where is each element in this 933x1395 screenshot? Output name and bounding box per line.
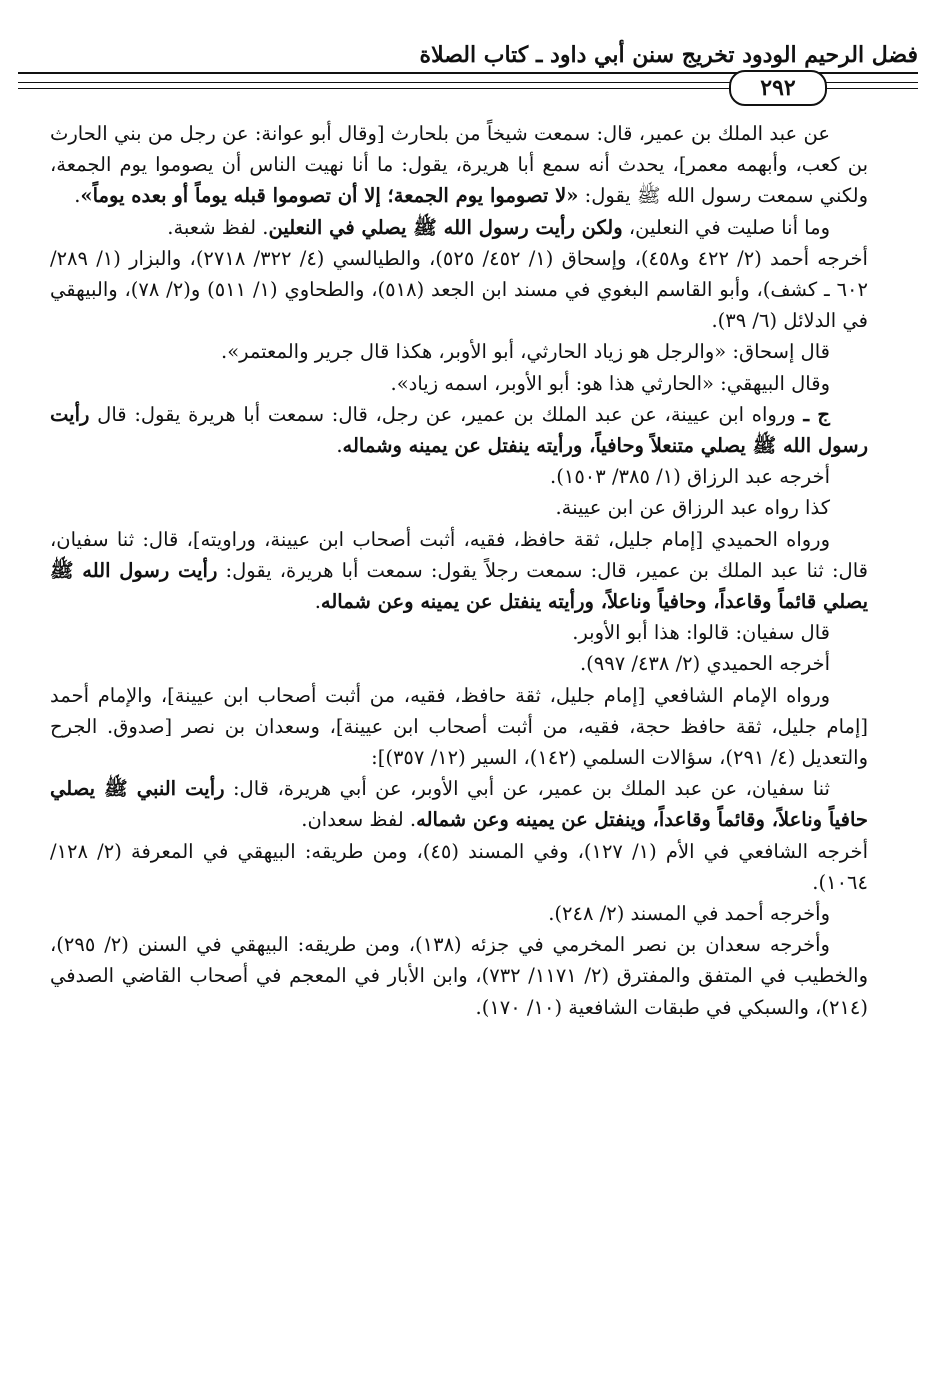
paragraph (50, 773, 868, 835)
page-number-rule-right (822, 82, 918, 83)
page-body (50, 118, 868, 1023)
paragraph (50, 836, 868, 898)
page-number: ٢٩٢ (729, 70, 827, 106)
text-run: وقال البيهقي: «الحارثي هذا هو: أبو الأوبر، اسمه زياد». (390, 371, 830, 395)
page-number-rule-right-2 (822, 88, 918, 89)
text-run: أخرجه الشافعي في الأم (١/ ١٢٧)، وفي المسند (٤٥)، ومن طريقه: البيهقي في المعرفة (٢/ ١٢٨/ ١٠٦٤). (50, 839, 868, 894)
text-run: قال سفيان: قالوا: هذا أبو الأوبر. (572, 621, 830, 645)
text-run: ورواه ابن عيينة، عن عبد الملك بن عمير، عن رجل، قال: سمعت أبا هريرة يقول: قال (89, 402, 804, 426)
bold-hadith-text: رأيت رسول الله ﷺ يصلي قائماً وقاعداً، وحافياً وناعلاً، ورأيته ينفتل عن يمينه وعن شماله (50, 558, 868, 614)
paragraph (50, 524, 868, 618)
paragraph (50, 399, 868, 461)
text-run: أخرجه أحمد (٢/ ٤٢٢ و٤٥٨)، وإسحاق (١/ ٤٥٢/ ٥٢٥)، والطيالسي (٤/ ٣٢٢/ ٢٧١٨)، والبزار (١/ ٢٨٩/ ٦٠٢ ـ كشف)، وأبو القاسم البغوي في مسند ابن الجعد (٥١٨)، والطحاوي (١/ ٥١١) و(٢/ ٧٨)، والبيهقي في الدلائل (٦/ ٣٩). (50, 246, 868, 333)
paragraph (50, 212, 868, 243)
bold-hadith-text: رأيت رسول الله ﷺ يصلي متنعلاً وحافياً، ورأيته ينفتل عن يمينه وشماله (50, 402, 868, 458)
text-run: . (336, 434, 343, 458)
page-number-rule-left (18, 82, 730, 83)
paragraph (50, 243, 868, 337)
paragraph (50, 617, 868, 648)
paragraph (50, 336, 868, 367)
paragraph (50, 492, 868, 523)
text-run: ثنا سفيان، عن عبد الملك بن عمير، عن أبي الأوبر، عن أبي هريرة، قال: (224, 777, 830, 801)
text-run: . لفظ شعبة. (167, 215, 269, 239)
text-run: وأخرجه سعدان بن نصر المخرمي في جزئه (١٣٨)، ومن طريقه: البيهقي في السنن (٢/ ٢٩٥)، والخطيب في المتفق والمفترق (٢/ ١١٧١/ ٧٣٢)، وابن الأبار في المعجم في أصحاب القاضي الصدفي (٢١٤)، والسبكي في طبقات الشافعية (١٠/ ١٧٠). (50, 933, 869, 1019)
paragraph (50, 118, 868, 212)
text-run: وأخرجه أحمد في المسند (٢/ ٢٤٨). (548, 902, 830, 926)
text-run: كذا رواه عبد الرزاق عن ابن عيينة. (555, 496, 830, 520)
text-run: أخرجه عبد الرزاق (١/ ٣٨٥/ ١٥٠٣). (550, 465, 830, 489)
text-run: ورواه الإمام الشافعي [إمام جليل، ثقة حافظ، فقيه، من أثبت أصحاب ابن عيينة]، والإمام أحمد [إمام جليل، ثقة حافظ حجة، فقيه، من أثبت أصحاب ابن عيينة]، وسعدان بن نصر [صدوق. الجرح والتعديل (٤/ ٢٩١)، سؤالات السلمي (١٤٢)، السير (١٢/ ٣٥٧)]: (50, 683, 868, 770)
text-run: عن عبد الملك بن عمير، قال: سمعت شيخاً من بلحارث [وقال أبو عوانة: عن رجل من بني الحارث بن كعب، وأبهمه معمر]، يحدث أنه سمع أبا هريرة، يقول: ما أنا نهيت الناس أن يصوموا يوم الجمعة، ولكني سمعت رسول الله ﷺ يقول: (50, 122, 868, 208)
page-number-rule-left-2 (18, 88, 730, 89)
paragraph (50, 461, 868, 492)
paragraph (50, 929, 868, 1023)
text-run: ورواه الحميدي [إمام جليل، ثقة حافظ، فقيه، أثبت أصحاب ابن عيينة، وراويته]، قال: ثنا سفيان، قال: ثنا عبد الملك بن عمير، قال: سمعت رجلاً يقول: سمعت أبا هريرة، يقول: (50, 527, 868, 582)
paragraph (50, 648, 868, 679)
text-run: . لفظ سعدان. (301, 808, 417, 832)
paragraph (50, 368, 868, 399)
text-run: . (74, 184, 81, 208)
bold-hadith-text: ج ـ (803, 402, 831, 426)
paragraph (50, 680, 868, 774)
bold-hadith-text: رأيت النبي ﷺ يصلي حافياً وناعلاً، وقائماً وقاعداً، وينفتل عن يمينه وعن شماله (50, 777, 868, 832)
bold-hadith-text: ولكن رأيت رسول الله ﷺ يصلي في النعلين (268, 215, 623, 239)
text-run: وما أنا صليت في النعلين، (622, 215, 830, 239)
running-header: فضل الرحيم الودود تخريج سنن أبي داود ـ كتاب الصلاة (419, 42, 918, 68)
text-run: . (314, 590, 321, 614)
paragraph (50, 898, 868, 929)
text-run: أخرجه الحميدي (٢/ ٤٣٨/ ٩٩٧). (579, 652, 830, 676)
bold-hadith-text: «لا تصوموا يوم الجمعة؛ إلا أن تصوموا قبله يوماً أو بعده يوماً» (80, 184, 579, 208)
text-run: قال إسحاق: «والرجل هو زياد الحارثي، أبو الأوبر، هكذا قال جرير والمعتمر». (221, 340, 830, 364)
